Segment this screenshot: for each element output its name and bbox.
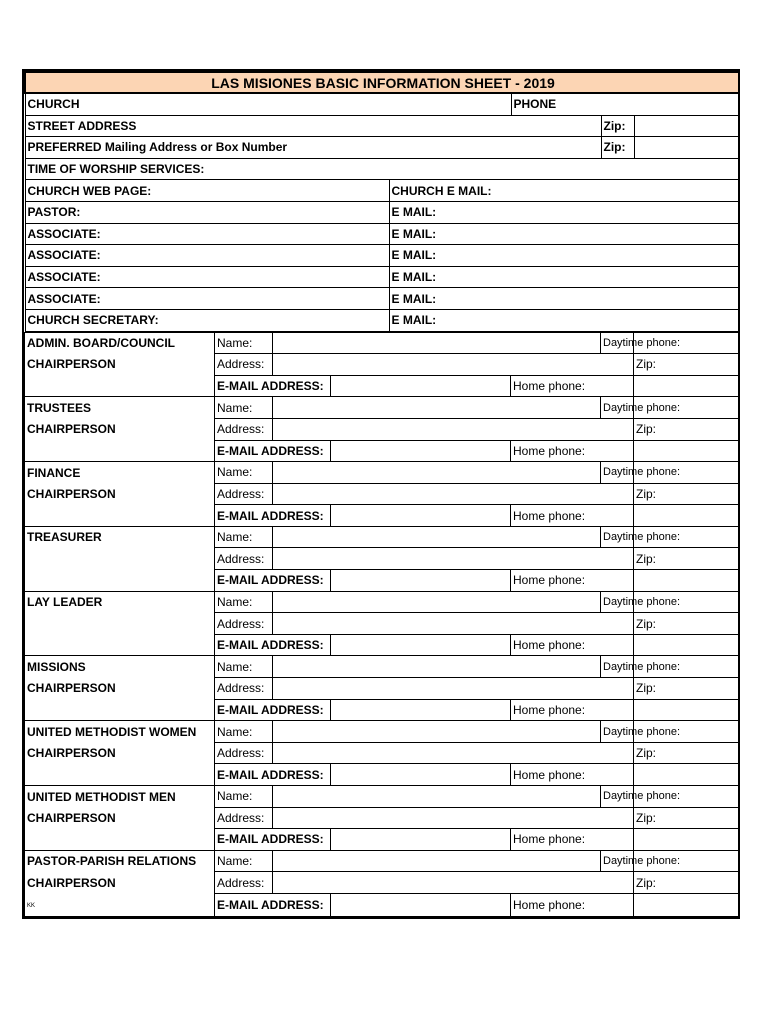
zip-field[interactable]: [634, 115, 739, 137]
email-address-field[interactable]: [331, 829, 511, 851]
day-text: Daytime phone:: [603, 725, 681, 738]
name-field[interactable]: [273, 462, 601, 484]
day-text: Daytime phone:: [603, 660, 681, 673]
address-field[interactable]: [273, 807, 634, 829]
address-label: [215, 678, 273, 700]
day-text: Daytime phone:: [603, 336, 681, 349]
name-field[interactable]: [273, 656, 601, 678]
zip-label: [634, 613, 739, 635]
day-text: Daytime phone:: [603, 790, 681, 803]
zip-label: [634, 418, 739, 440]
officer-title-line3: KK: [27, 903, 36, 910]
email-text: E-MAIL ADDRESS:: [217, 508, 324, 523]
email-label: E MAIL:: [389, 266, 739, 288]
email-address-label: [215, 634, 331, 656]
home-phone-label: [511, 699, 634, 721]
name-label: [215, 850, 273, 872]
email-address-field[interactable]: [331, 893, 511, 917]
officer-title: [25, 613, 215, 635]
officer-title: [25, 570, 215, 592]
email-address-field[interactable]: [331, 375, 511, 397]
address-label: [215, 548, 273, 570]
header-table: [24, 71, 740, 332]
daytime-phone-label: [601, 591, 681, 613]
address-field[interactable]: [273, 354, 634, 376]
name-label: [215, 462, 273, 484]
officer-title-line2: CHAIRPERSON: [27, 486, 116, 501]
officer-title-line1: TRUSTEES: [27, 400, 92, 415]
officer-title: [25, 354, 215, 376]
addr-text: Address:: [217, 422, 265, 437]
email-address-label: [215, 893, 331, 917]
zip-text: Zip:: [636, 551, 657, 566]
pastor-label: PASTOR:: [25, 201, 389, 223]
email-text: E-MAIL ADDRESS:: [217, 702, 324, 717]
officer-address-row: [25, 807, 739, 829]
email-label: E MAIL:: [389, 201, 739, 223]
name-text: Name:: [217, 724, 253, 739]
officer-title-line1: UNITED METHODIST MEN: [27, 789, 176, 804]
email-text: E-MAIL ADDRESS:: [217, 379, 324, 394]
officer-address-row: [25, 354, 739, 376]
daytime-phone-label: [601, 397, 681, 419]
email-text: E-MAIL ADDRESS:: [217, 767, 324, 782]
sheet-title: LAS MISIONES BASIC INFORMATION SHEET - 2019: [25, 72, 739, 93]
officer-name-row: [25, 397, 739, 419]
church-email-label: CHURCH E MAIL:: [389, 180, 739, 202]
zip-label: [634, 807, 739, 829]
day-text: Daytime phone:: [603, 595, 681, 608]
home-text: Home phone:: [513, 832, 586, 847]
day-text: Daytime phone:: [603, 466, 681, 479]
officer-title: [25, 634, 215, 656]
email-address-field[interactable]: [331, 764, 511, 786]
officer-title: [25, 742, 215, 764]
name-text: Name:: [217, 400, 253, 415]
addr-text: Address:: [217, 551, 265, 566]
officer-title: [25, 440, 215, 462]
home-phone-label: [511, 570, 634, 592]
officer-title-line2: CHAIRPERSON: [27, 681, 116, 696]
address-field[interactable]: [273, 483, 634, 505]
name-label: [215, 397, 273, 419]
addr-text: Address:: [217, 875, 265, 890]
street-address-label: STREET ADDRESS: [25, 115, 601, 137]
email-text: E-MAIL ADDRESS:: [217, 573, 324, 588]
home-phone-label: [511, 505, 634, 527]
officer-title: [25, 786, 215, 808]
name-text: Name:: [217, 530, 253, 545]
addr-text: Address:: [217, 681, 265, 696]
home-phone-field[interactable]: [634, 764, 739, 786]
email-text: E-MAIL ADDRESS:: [217, 832, 324, 847]
email-address-label: [215, 440, 331, 462]
officer-title: [25, 505, 215, 527]
name-label: [215, 332, 273, 354]
officer-title-line1: UNITED METHODIST WOMEN: [27, 724, 197, 739]
officer-email-row: [25, 570, 739, 592]
name-label: [215, 656, 273, 678]
officer-name-row: [25, 526, 739, 548]
email-address-label: [215, 505, 331, 527]
officer-name-row: [25, 591, 739, 613]
associate-label: ASSOCIATE:: [25, 288, 389, 310]
officer-title-line1: MISSIONS: [27, 659, 86, 674]
officer-address-row: [25, 483, 739, 505]
officer-name-row: [25, 786, 739, 808]
name-field[interactable]: [273, 721, 601, 743]
name-label: [215, 526, 273, 548]
home-phone-field[interactable]: [634, 570, 739, 592]
officer-title: [25, 548, 215, 570]
email-address-field[interactable]: [331, 505, 511, 527]
daytime-phone-label: [601, 786, 681, 808]
officer-title: [25, 526, 215, 548]
secretary-label: CHURCH SECRETARY:: [25, 309, 389, 331]
address-label: [215, 613, 273, 635]
officer-title: [25, 418, 215, 440]
address-field[interactable]: [273, 742, 634, 764]
address-field[interactable]: [273, 872, 634, 894]
officer-title: [25, 656, 215, 678]
name-text: Name:: [217, 789, 253, 804]
name-text: Name:: [217, 335, 253, 350]
home-text: Home phone:: [513, 573, 586, 588]
zip-label: [634, 548, 739, 570]
email-address-label: [215, 570, 331, 592]
phone-label: PHONE: [511, 93, 739, 115]
info-sheet: [22, 69, 740, 919]
address-field[interactable]: [273, 678, 634, 700]
zip-label: Zip:: [601, 115, 634, 137]
church-label: CHURCH: [25, 93, 511, 115]
officer-email-row: [25, 505, 739, 527]
zip-label: [634, 678, 739, 700]
name-text: Name:: [217, 594, 253, 609]
officer-title-line1: ADMIN. BOARD/COUNCIL: [27, 336, 175, 351]
officer-name-row: [25, 656, 739, 678]
officer-name-row: [25, 462, 739, 484]
daytime-phone-label: [601, 656, 681, 678]
address-field[interactable]: [273, 613, 634, 635]
home-text: Home phone:: [513, 508, 586, 523]
officer-title: [25, 678, 215, 700]
officer-email-row: [25, 699, 739, 721]
name-label: [215, 591, 273, 613]
officer-email-row: [25, 634, 739, 656]
address-field[interactable]: [273, 548, 634, 570]
name-field[interactable]: [273, 591, 601, 613]
name-label: [215, 721, 273, 743]
officer-title: [25, 764, 215, 786]
officer-title: [25, 893, 215, 917]
officer-title-line1: FINANCE: [27, 465, 81, 480]
officer-title-line1: PASTOR-PARISH RELATIONS: [27, 854, 197, 869]
addr-text: Address:: [217, 616, 265, 631]
home-phone-label: [511, 893, 634, 917]
home-phone-field[interactable]: [634, 440, 739, 462]
associate-label: ASSOCIATE:: [25, 223, 389, 245]
email-text: E-MAIL ADDRESS:: [217, 443, 324, 458]
zip-text: Zip:: [636, 422, 657, 437]
home-text: Home phone:: [513, 702, 586, 717]
officer-title: [25, 397, 215, 419]
associate-label: ASSOCIATE:: [25, 245, 389, 267]
associate-label: ASSOCIATE:: [25, 266, 389, 288]
email-address-field[interactable]: [331, 699, 511, 721]
email-address-field[interactable]: [331, 570, 511, 592]
officer-title: [25, 850, 215, 872]
email-address-label: [215, 829, 331, 851]
email-label: E MAIL:: [389, 288, 739, 310]
address-label: [215, 742, 273, 764]
email-address-field[interactable]: [331, 440, 511, 462]
officer-name-row: [25, 332, 739, 354]
email-label: E MAIL:: [389, 245, 739, 267]
daytime-phone-label: [601, 850, 681, 872]
name-field[interactable]: [273, 397, 601, 419]
addr-text: Address:: [217, 357, 265, 372]
officer-title: [25, 872, 215, 894]
zip-text: Zip:: [636, 875, 657, 890]
email-text: E-MAIL ADDRESS:: [217, 638, 324, 653]
zip-field[interactable]: [634, 137, 739, 159]
zip-text: Zip:: [636, 681, 657, 696]
officer-title-line2: CHAIRPERSON: [27, 810, 116, 825]
day-text: Daytime phone:: [603, 531, 681, 544]
officer-name-row: [25, 721, 739, 743]
officer-title-line1: LAY LEADER: [27, 595, 103, 610]
day-text: Daytime phone:: [603, 855, 681, 868]
email-text: E-MAIL ADDRESS:: [217, 898, 324, 913]
officer-title-line2: CHAIRPERSON: [27, 875, 116, 890]
home-phone-label: [511, 634, 634, 656]
daytime-phone-label: [601, 332, 681, 354]
daytime-phone-label: [601, 462, 681, 484]
name-label: [215, 786, 273, 808]
home-text: Home phone:: [513, 898, 586, 913]
email-address-label: [215, 375, 331, 397]
officer-title: [25, 829, 215, 851]
zip-label: Zip:: [601, 137, 634, 159]
name-field[interactable]: [273, 850, 601, 872]
addr-text: Address:: [217, 810, 265, 825]
email-label: E MAIL:: [389, 223, 739, 245]
home-text: Home phone:: [513, 638, 586, 653]
officer-name-row: [25, 850, 739, 872]
address-label: [215, 807, 273, 829]
officer-title-line2: CHAIRPERSON: [27, 746, 116, 761]
preferred-address-label: PREFERRED Mailing Address or Box Number: [25, 137, 601, 159]
address-label: [215, 483, 273, 505]
daytime-phone-label: [601, 721, 681, 743]
home-phone-field[interactable]: [634, 893, 739, 917]
home-phone-label: [511, 764, 634, 786]
name-field[interactable]: [273, 526, 601, 548]
name-text: Name:: [217, 465, 253, 480]
address-field[interactable]: [273, 418, 634, 440]
address-label: [215, 354, 273, 376]
zip-text: Zip:: [636, 746, 657, 761]
zip-label: [634, 742, 739, 764]
email-label: E MAIL:: [389, 309, 739, 331]
home-phone-field[interactable]: [634, 505, 739, 527]
officer-title-line2: CHAIRPERSON: [27, 422, 116, 437]
officer-address-row: [25, 678, 739, 700]
email-address-label: [215, 764, 331, 786]
officer-title: [25, 462, 215, 484]
officer-address-row: [25, 418, 739, 440]
zip-label: [634, 872, 739, 894]
officer-title: [25, 332, 215, 354]
zip-label: [634, 354, 739, 376]
officer-title: [25, 807, 215, 829]
officer-title: [25, 591, 215, 613]
addr-text: Address:: [217, 486, 265, 501]
zip-text: Zip:: [636, 357, 657, 372]
officers-table: [24, 332, 739, 918]
home-phone-label: [511, 375, 634, 397]
home-text: Home phone:: [513, 443, 586, 458]
name-field[interactable]: [273, 786, 601, 808]
officer-email-row: [25, 375, 739, 397]
zip-text: Zip:: [636, 616, 657, 631]
officer-email-row: [25, 440, 739, 462]
email-address-label: [215, 699, 331, 721]
home-phone-field[interactable]: [634, 829, 739, 851]
home-phone-field[interactable]: [634, 375, 739, 397]
zip-label: [634, 483, 739, 505]
addr-text: Address:: [217, 746, 265, 761]
daytime-phone-label: [601, 526, 681, 548]
name-field[interactable]: [273, 332, 601, 354]
officer-title-line2: CHAIRPERSON: [27, 357, 116, 372]
officer-title: [25, 721, 215, 743]
officer-email-row: [25, 829, 739, 851]
address-label: [215, 872, 273, 894]
officer-email-row: [25, 764, 739, 786]
worship-times-label: TIME OF WORSHIP SERVICES:: [25, 158, 739, 180]
officer-address-row: [25, 613, 739, 635]
home-phone-label: [511, 440, 634, 462]
name-text: Name:: [217, 659, 253, 674]
web-page-label: CHURCH WEB PAGE:: [25, 180, 389, 202]
officer-title-line1: TREASURER: [27, 530, 102, 545]
officer-email-row: [25, 893, 739, 917]
email-address-field[interactable]: [331, 634, 511, 656]
address-label: [215, 418, 273, 440]
home-phone-field[interactable]: [634, 634, 739, 656]
zip-text: Zip:: [636, 486, 657, 501]
officer-address-row: [25, 872, 739, 894]
zip-text: Zip:: [636, 810, 657, 825]
officer-title: [25, 483, 215, 505]
home-text: Home phone:: [513, 767, 586, 782]
day-text: Daytime phone:: [603, 401, 681, 414]
home-phone-label: [511, 829, 634, 851]
officer-title: [25, 699, 215, 721]
home-text: Home phone:: [513, 379, 586, 394]
officer-title: [25, 375, 215, 397]
officer-address-row: [25, 548, 739, 570]
home-phone-field[interactable]: [634, 699, 739, 721]
officer-address-row: [25, 742, 739, 764]
name-text: Name:: [217, 854, 253, 869]
